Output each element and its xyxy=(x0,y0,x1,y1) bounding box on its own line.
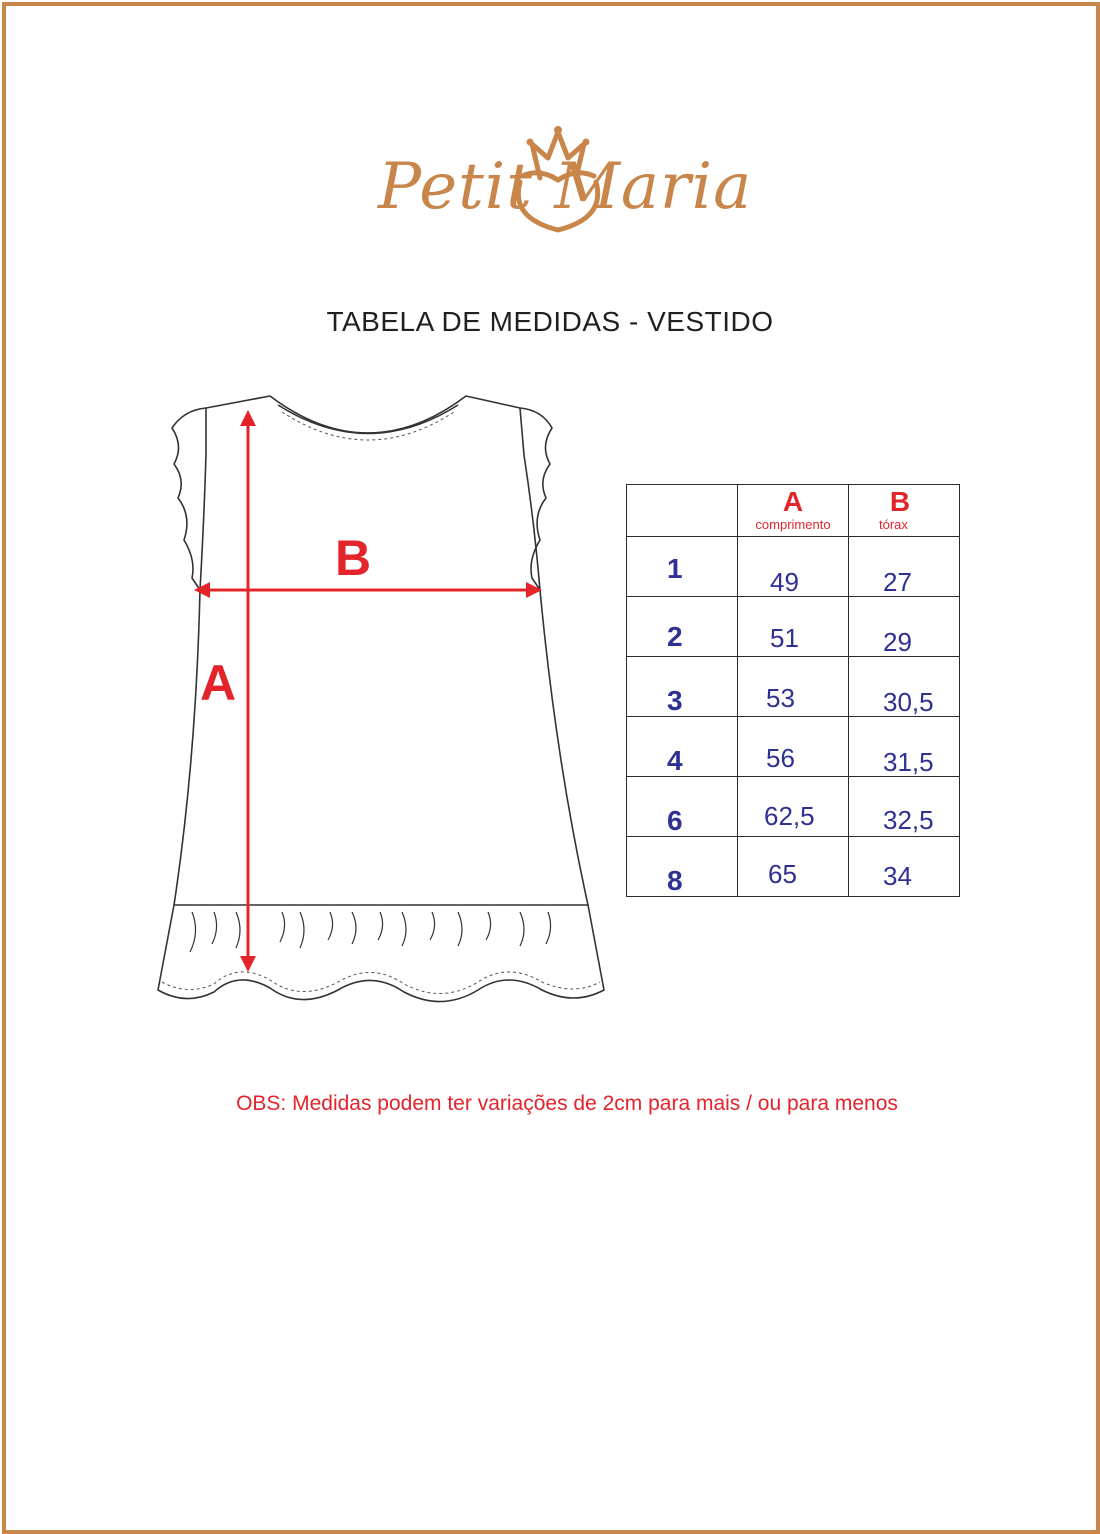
arrow-down-icon xyxy=(240,956,256,972)
header-label: comprimento xyxy=(755,517,831,532)
header-letter: A xyxy=(782,486,804,517)
length-value: 62,5 xyxy=(764,801,815,831)
table-header-b xyxy=(849,485,960,537)
table-row xyxy=(627,777,960,837)
table-row xyxy=(627,837,960,897)
chest-value: 27 xyxy=(883,567,912,597)
size-label: 4 xyxy=(667,745,683,776)
size-label: 3 xyxy=(667,685,683,716)
table-row xyxy=(627,657,960,717)
measurement-note: OBS: Medidas podem ter variações de 2cm para mais / ou para menos xyxy=(236,1092,898,1115)
chest-value: 32,5 xyxy=(883,805,934,835)
arrow-up-icon xyxy=(240,410,256,426)
table-row xyxy=(627,717,960,777)
header-letter: B xyxy=(889,486,911,517)
length-value: 53 xyxy=(766,683,795,713)
dress-diagram xyxy=(150,385,610,1025)
chest-value: 29 xyxy=(883,627,912,657)
size-label: 2 xyxy=(667,621,683,652)
chest-value: 31,5 xyxy=(883,747,934,777)
size-label: 6 xyxy=(667,805,683,836)
page-title: TABELA DE MEDIDAS - VESTIDO xyxy=(326,306,774,337)
chest-value: 30,5 xyxy=(883,687,934,717)
size-label: 1 xyxy=(667,553,683,584)
brand-logo xyxy=(360,118,760,248)
size-label: 8 xyxy=(667,865,683,896)
brand-name: Petit Maria xyxy=(378,150,753,224)
table-header-a xyxy=(738,485,849,537)
length-value: 51 xyxy=(770,623,799,653)
label-a: A xyxy=(200,655,237,711)
table-row xyxy=(627,537,960,597)
table-row xyxy=(627,597,960,657)
header-label: tórax xyxy=(879,517,908,532)
length-value: 65 xyxy=(768,859,797,889)
size-table xyxy=(626,484,960,897)
chest-value: 34 xyxy=(883,861,912,891)
length-value: 49 xyxy=(770,567,799,597)
label-b: B xyxy=(335,530,372,586)
table-header-size xyxy=(627,485,738,537)
length-value: 56 xyxy=(766,743,795,773)
